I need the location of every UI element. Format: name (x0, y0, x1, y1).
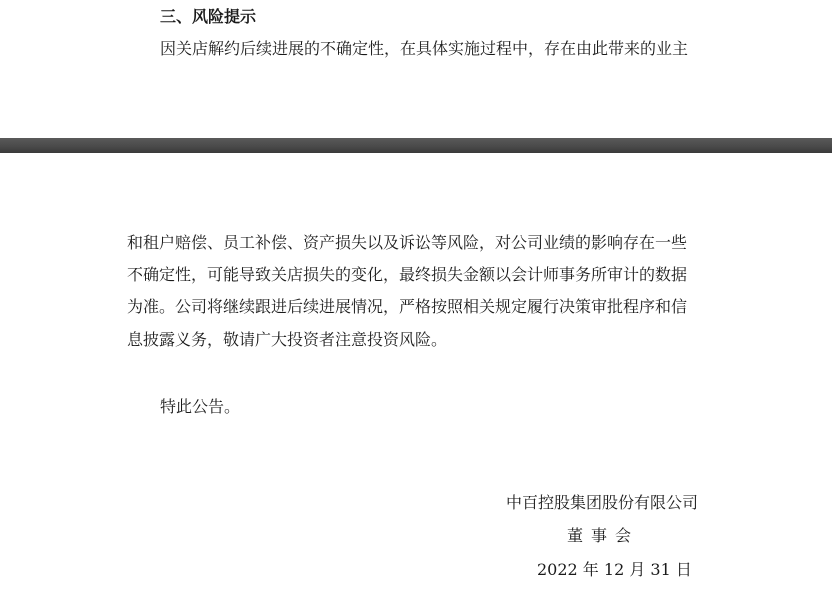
page-separator (0, 138, 832, 153)
signature-date: 2022 年 12 月 31 日 (537, 560, 692, 579)
signature-company: 中百控股集团股份有限公司 (506, 493, 699, 512)
section-heading: 三、风险提示 (160, 7, 257, 26)
paragraph-line: 不确定性，可能导致关店损失的变化，最终损失金额以会计师事务所审计的数据 (127, 265, 688, 284)
signature-board: 董事会 (567, 526, 640, 545)
page-previous (0, 0, 832, 138)
paragraph-line: 因关店解约后续进展的不确定性，在具体实施过程中，存在由此带来的业主 (160, 39, 689, 58)
paragraph-line: 息披露义务，敬请广大投资者注意投资风险。 (127, 330, 448, 349)
page-current (0, 153, 832, 601)
paragraph-line: 为准。公司将继续跟进后续进展情况，严格按照相关规定履行决策审批程序和信 (127, 297, 688, 316)
closing-statement: 特此公告。 (160, 397, 241, 416)
paragraph-line: 和租户赔偿、员工补偿、资产损失以及诉讼等风险，对公司业绩的影响存在一些 (127, 233, 688, 252)
